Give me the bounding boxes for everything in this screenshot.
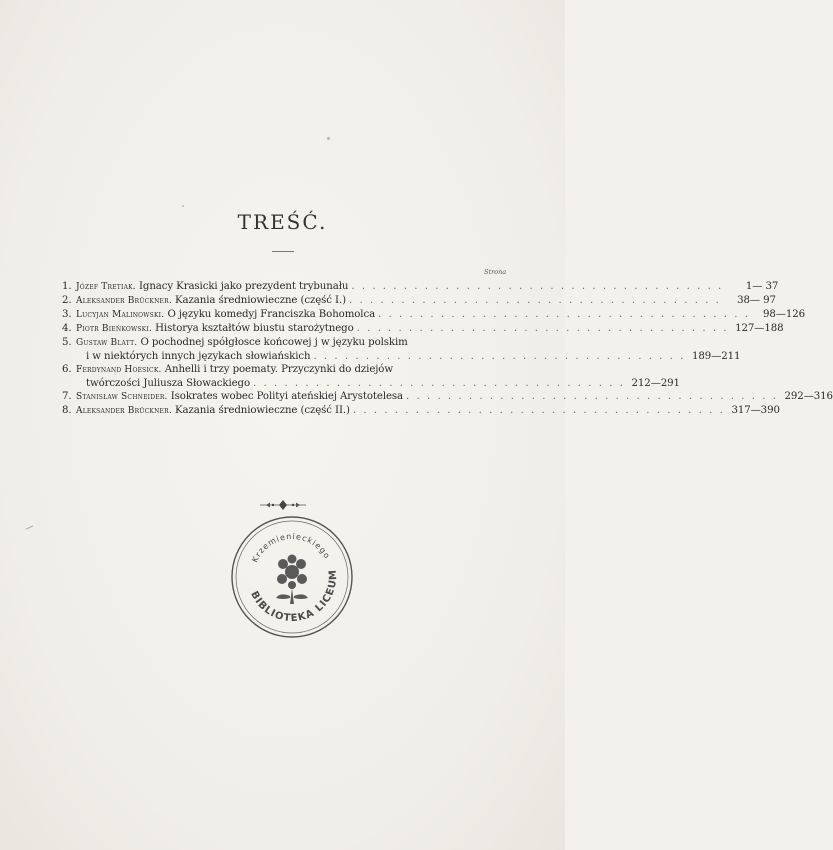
- toc-entry-text: [76, 390, 403, 404]
- toc-entry-text: [86, 350, 310, 363]
- toc-entry-text: [76, 308, 375, 322]
- toc-entry-title: O języku komedyj Franciszka Bohomolca: [167, 309, 376, 320]
- toc-entry-line: [76, 390, 833, 404]
- toc-entry: [62, 308, 805, 322]
- stamp-inner-text: Krzemienieckiego: [250, 531, 332, 564]
- toc-entry-body: [76, 363, 680, 390]
- toc-entry-text: [86, 377, 250, 390]
- toc-entry-author: Gustaw Blatt.: [76, 338, 138, 348]
- toc-entry-body: [76, 294, 776, 308]
- toc-entry-number: 8.: [62, 405, 72, 416]
- toc-entry-leader: . . . . . . . . . . . . . . . . . . . . . . . . . . . . . . . . . . . .: [351, 281, 724, 292]
- toc-entry: [62, 280, 779, 294]
- toc-entry-line: [76, 350, 741, 363]
- flower-emblem-icon: [276, 555, 308, 605]
- toc-entry: [62, 404, 780, 418]
- toc-entry-author: Józef Tretiak.: [76, 282, 136, 292]
- table-of-contents: [62, 280, 833, 418]
- toc-entry-body: [76, 280, 779, 294]
- toc-entry-number: 2.: [62, 295, 72, 306]
- toc-entry-title: O pochodnej spółgłosce końcowej j w języku polskim: [140, 337, 408, 348]
- toc-entry-body: [76, 322, 784, 336]
- toc-entry-line: [76, 322, 784, 336]
- toc-entry-text: [76, 294, 346, 308]
- page-title: TREŚĆ.: [237, 210, 328, 234]
- toc-entry: [62, 322, 784, 336]
- toc-entry-pages: 98—126: [762, 309, 805, 320]
- toc-entry-text: [76, 280, 348, 294]
- toc-entry-pages: 38— 97: [737, 295, 776, 306]
- toc-entry-pages: 127—188: [735, 323, 784, 334]
- toc-entry: [62, 294, 776, 308]
- toc-entry-pages: 212—291: [631, 378, 680, 389]
- toc-entry-line: [76, 280, 779, 294]
- toc-entry-title: Ignacy Krasicki jako prezydent trybunału: [139, 281, 349, 292]
- paper-mark: [26, 525, 35, 532]
- ornament-divider-icon: [258, 498, 308, 512]
- paper-speck: [182, 205, 184, 207]
- toc-entry-body: [76, 336, 741, 363]
- title-rule: [272, 251, 294, 252]
- toc-entry-title: Anhelli i trzy poematy. Przyczynki do dziejów: [164, 364, 393, 375]
- toc-entry-title: Historya kształtów biustu starożytnego: [155, 323, 354, 334]
- toc-entry-leader: . . . . . . . . . . . . . . . . . . . . . . . . . . . . . . . . . . . .: [352, 405, 725, 416]
- toc-entry-pages: 189—211: [691, 351, 741, 362]
- toc-entry-author: Aleksander Brückner.: [76, 406, 172, 416]
- toc-entry-title: Kazania średniowieczne (część I.): [175, 295, 346, 306]
- toc-entry-number: 4.: [62, 323, 72, 334]
- toc-entry-body: [76, 390, 833, 404]
- toc-entry: [62, 336, 741, 363]
- toc-entry-body: [76, 308, 805, 322]
- toc-entry-line: [76, 377, 680, 390]
- toc-entry-line: [76, 404, 780, 418]
- toc-entry-number: 3.: [62, 309, 72, 320]
- toc-entry-title: i w niektórych innych językach słowiańskich: [86, 351, 311, 362]
- page-column-header: Strona: [484, 268, 507, 276]
- toc-entry-title: twórczości Juliusza Słowackiego: [86, 378, 251, 389]
- toc-entry-line: [76, 363, 517, 377]
- toc-entry-number: 6.: [62, 364, 72, 375]
- toc-entry-number: 7.: [62, 391, 72, 402]
- toc-entry-text: [76, 404, 350, 418]
- toc-entry-text: [76, 363, 393, 377]
- toc-entry-number: 1.: [62, 281, 72, 292]
- toc-entry-pages: 292—316: [784, 391, 833, 402]
- toc-entry-number: 5.: [62, 337, 72, 348]
- toc-entry-leader: . . . . . . . . . . . . . . . . . . . . . . . . . . . . . . . . . . . .: [348, 295, 721, 306]
- toc-entry-leader: . . . . . . . . . . . . . . . . . . . . . . . . . . . . . . . . . . . .: [356, 323, 729, 334]
- toc-entry: [62, 363, 680, 390]
- toc-entry-body: [76, 404, 780, 418]
- toc-entry: [62, 390, 833, 404]
- toc-entry-author: Piotr Bieńkowski.: [76, 324, 152, 334]
- toc-entry-leader: . . . . . . . . . . . . . . . . . . . . . . . . . . . . . . . . . . . .: [313, 351, 686, 362]
- toc-entry-pages: 317—390: [731, 405, 780, 416]
- toc-entry-author: Aleksander Brückner.: [76, 296, 172, 306]
- stamp-outer-text: BIBLIOTEKA LICEUM: [248, 568, 340, 625]
- toc-entry-author: Stanisław Schneider.: [76, 392, 168, 402]
- toc-entry-title: Isokrates wobec Polityi ateńskiej Arystotelesa: [170, 391, 404, 402]
- paper-speck: [327, 137, 330, 140]
- toc-entry-line: [76, 336, 517, 350]
- toc-entry-title: Kazania średniowieczne (część II.): [175, 405, 350, 416]
- toc-entry-leader: . . . . . . . . . . . . . . . . . . . . . . . . . . . . . . . . . . . .: [253, 378, 625, 389]
- toc-entry-leader: . . . . . . . . . . . . . . . . . . . . . . . . . . . . . . . . . . . .: [406, 391, 778, 402]
- toc-entry-line: [76, 308, 805, 322]
- toc-entry-line: [76, 294, 776, 308]
- toc-entry-text: [76, 336, 408, 350]
- toc-entry-text: [76, 322, 354, 336]
- toc-entry-pages: 1— 37: [745, 281, 779, 292]
- toc-entry-leader: . . . . . . . . . . . . . . . . . . . . . . . . . . . . . . . . . . . .: [378, 309, 750, 320]
- library-stamp: [228, 512, 356, 642]
- toc-entry-author: Lucyjan Malinowski.: [76, 310, 165, 320]
- toc-entry-author: Ferdynand Hoesick.: [76, 365, 162, 375]
